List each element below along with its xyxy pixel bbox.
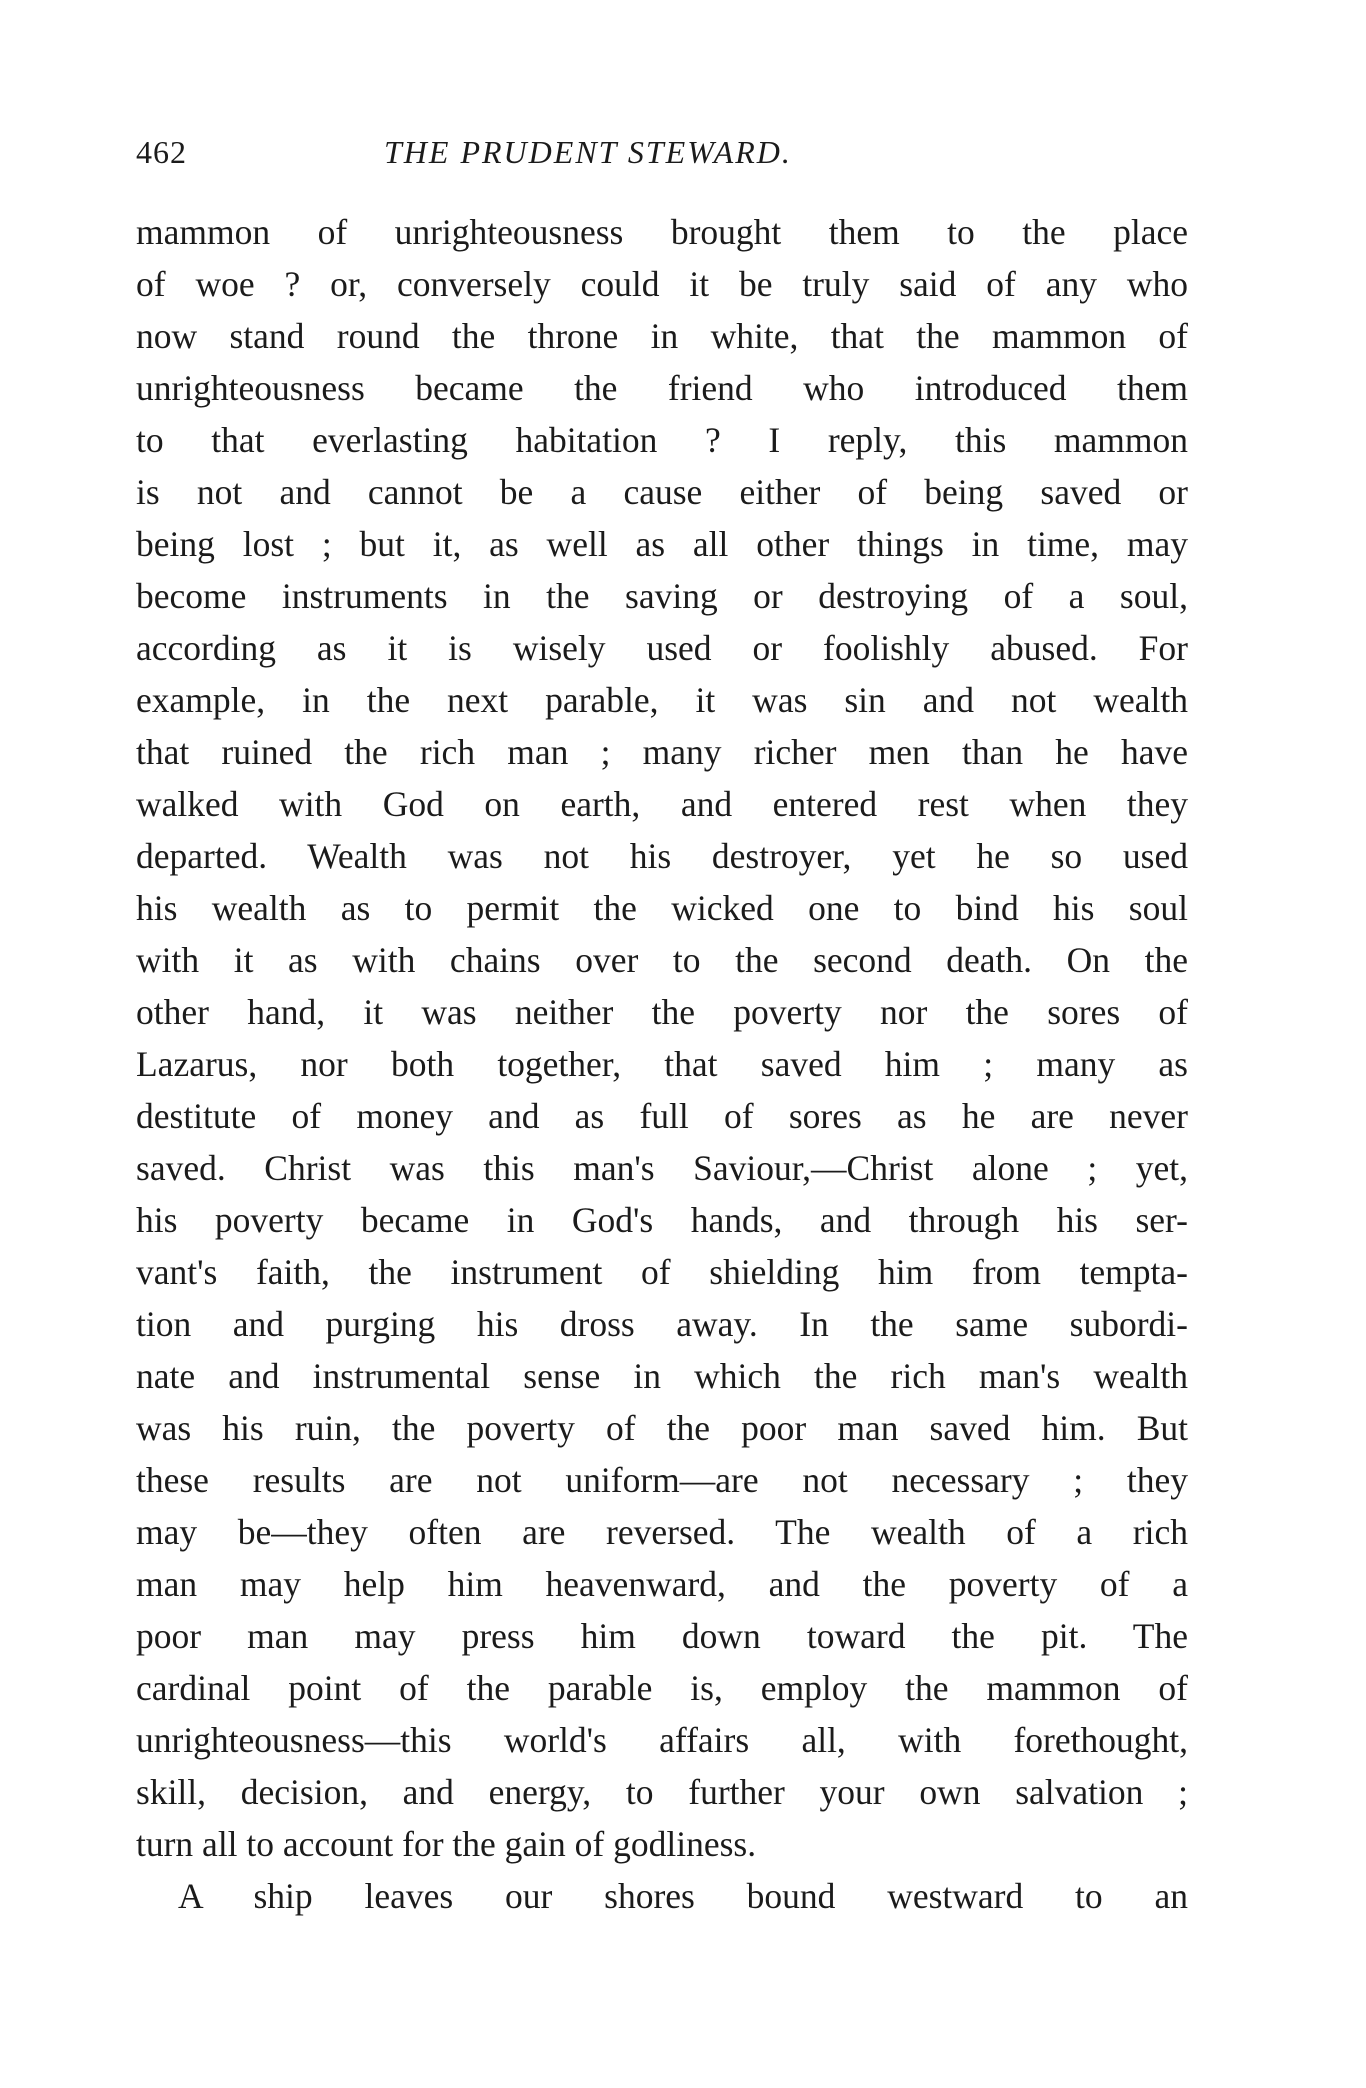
text-line: to that everlasting habitation ? I reply, this mammon: [136, 420, 1188, 460]
text-line: with it as with chains over to the second death. On the: [136, 940, 1188, 980]
text-line: mammon of unrighteousness brought them to the place: [136, 212, 1188, 252]
text-line: his poverty became in God's hands, and through his ser-: [136, 1200, 1188, 1240]
text-line: become instruments in the saving or destroying of a soul,: [136, 576, 1188, 616]
text-line: man may help him heavenward, and the poverty of a: [136, 1564, 1188, 1604]
text-line: skill, decision, and energy, to further your own salvation ;: [136, 1772, 1188, 1812]
body-text: [136, 206, 1188, 1922]
text-line-paragraph-end: turn all to account for the gain of godliness.: [136, 1824, 757, 1864]
text-line: these results are not uniform—are not necessary ; they: [136, 1460, 1188, 1500]
text-line: unrighteousness became the friend who introduced them: [136, 368, 1188, 408]
text-line: that ruined the rich man ; many richer men than he have: [136, 732, 1188, 772]
page-number: 462: [136, 134, 187, 170]
text-line: cardinal point of the parable is, employ the mammon of: [136, 1668, 1188, 1708]
page-header: [136, 134, 1216, 184]
text-line: tion and purging his dross away. In the same subordi-: [136, 1304, 1188, 1344]
text-line: now stand round the throne in white, that the mammon of: [136, 316, 1188, 356]
text-line: of woe ? or, conversely could it be truly said of any who: [136, 264, 1188, 304]
text-line: unrighteousness—this world's affairs all, with forethought,: [136, 1720, 1188, 1760]
text-line: Lazarus, nor both together, that saved him ; many as: [136, 1044, 1188, 1084]
text-line: nate and instrumental sense in which the rich man's wealth: [136, 1356, 1188, 1396]
text-line: destitute of money and as full of sores as he are never: [136, 1096, 1188, 1136]
text-line: departed. Wealth was not his destroyer, yet he so used: [136, 836, 1188, 876]
text-line: other hand, it was neither the poverty nor the sores of: [136, 992, 1188, 1032]
text-line: is not and cannot be a cause either of being saved or: [136, 472, 1188, 512]
text-line: his wealth as to permit the wicked one to bind his soul: [136, 888, 1188, 928]
text-line: may be—they often are reversed. The wealth of a rich: [136, 1512, 1188, 1552]
text-line: poor man may press him down toward the pit. The: [136, 1616, 1188, 1656]
running-title: THE PRUDENT STEWARD.: [384, 134, 792, 170]
text-line: according as it is wisely used or foolishly abused. For: [136, 628, 1188, 668]
text-line: example, in the next parable, it was sin and not wealth: [136, 680, 1188, 720]
text-line: saved. Christ was this man's Saviour,—Christ alone ; yet,: [136, 1148, 1188, 1188]
text-line: being lost ; but it, as well as all other things in time, may: [136, 524, 1188, 564]
text-line: vant's faith, the instrument of shielding him from tempta-: [136, 1252, 1188, 1292]
text-line: was his ruin, the poverty of the poor man saved him. But: [136, 1408, 1188, 1448]
text-line: walked with God on earth, and entered rest when they: [136, 784, 1188, 824]
text-line-paragraph-start: A ship leaves our shores bound westward to an: [178, 1876, 1188, 1916]
